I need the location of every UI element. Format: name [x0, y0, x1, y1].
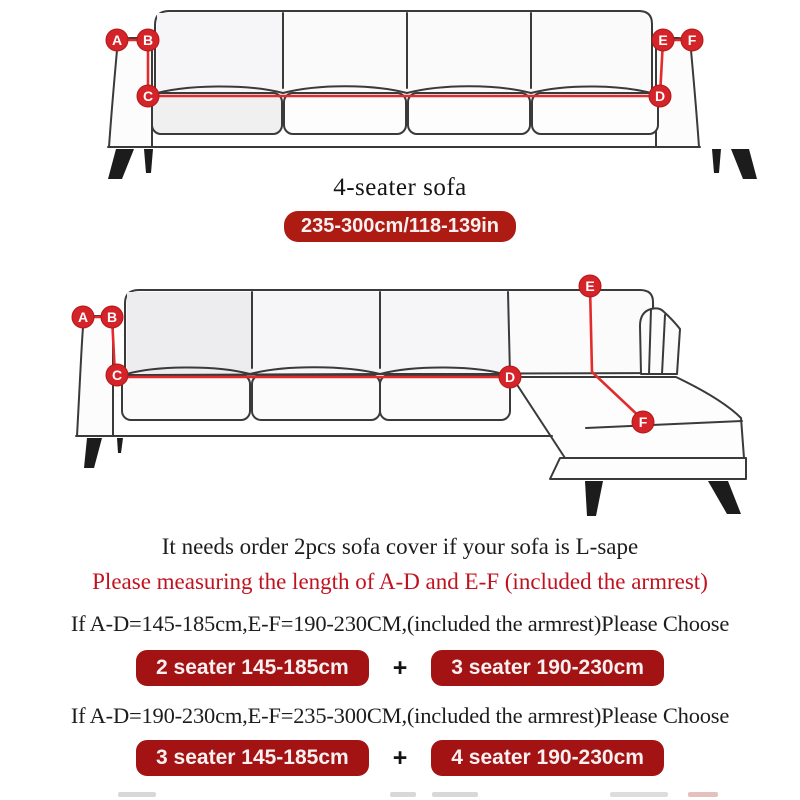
marker-d	[649, 85, 671, 107]
back-cushion-shade	[157, 13, 283, 93]
plus-sign: +	[392, 743, 408, 772]
marker-a	[72, 306, 94, 328]
marker-e	[652, 29, 674, 51]
chaise-legs	[585, 481, 741, 516]
marker-a	[106, 29, 128, 51]
marker-f	[632, 411, 654, 433]
svg-text:F: F	[638, 414, 648, 430]
svg-text:F: F	[687, 32, 697, 48]
marker-c	[106, 364, 128, 386]
size-badge-wrap	[0, 211, 800, 242]
marker-c	[137, 85, 159, 107]
note-measure-instruction: Please measuring the length of A-D and E-F (included the armrest)	[92, 569, 708, 594]
svg-text:B: B	[106, 309, 118, 325]
chaise-seat	[512, 377, 744, 458]
svg-text:C: C	[111, 367, 123, 383]
marker-f	[681, 29, 703, 51]
plus-sign: +	[392, 653, 408, 682]
svg-text:E: E	[658, 32, 668, 48]
svg-text:D: D	[654, 88, 666, 104]
marker-b	[137, 29, 159, 51]
l-shape-sofa-diagram	[0, 256, 800, 526]
marker-d	[499, 366, 521, 388]
option2-badge-row	[0, 740, 800, 776]
svg-text:B: B	[142, 32, 154, 48]
option1-condition: If A-D=145-185cm,E-F=190-230CM,(included the armrest)Please Choose	[70, 611, 730, 636]
sofa-legs	[84, 438, 123, 468]
svg-text:C: C	[142, 88, 154, 104]
cutoff-text-remnant	[0, 792, 800, 800]
svg-text:A: A	[111, 32, 123, 48]
option1-left-badge: 2 seater 145-185cm	[136, 650, 369, 686]
option1-right-badge: 3 seater 190-230cm	[431, 650, 664, 686]
marker-e	[579, 275, 601, 297]
four-seater-sofa-diagram	[0, 0, 800, 186]
four-seater-caption: 4-seater sofa	[333, 174, 467, 201]
option2-right-badge: 4 seater 190-230cm	[431, 740, 664, 776]
svg-text:D: D	[504, 369, 516, 385]
back-cushion-shade	[127, 292, 252, 373]
svg-text:E: E	[585, 278, 595, 294]
chaise-base-rail	[550, 458, 746, 479]
note-two-pieces: It needs order 2pcs sofa cover if your sofa is L-sape	[161, 534, 639, 559]
option1-badge-row	[0, 650, 800, 686]
svg-text:A: A	[77, 309, 89, 325]
chaise-armrest	[640, 308, 680, 374]
option2-condition: If A-D=190-230cm,E-F=235-300CM,(included the armrest)Please Choose	[70, 703, 730, 728]
size-badge: 235-300cm/118-139in	[284, 211, 516, 242]
option2-left-badge: 3 seater 145-185cm	[136, 740, 369, 776]
marker-b	[101, 306, 123, 328]
